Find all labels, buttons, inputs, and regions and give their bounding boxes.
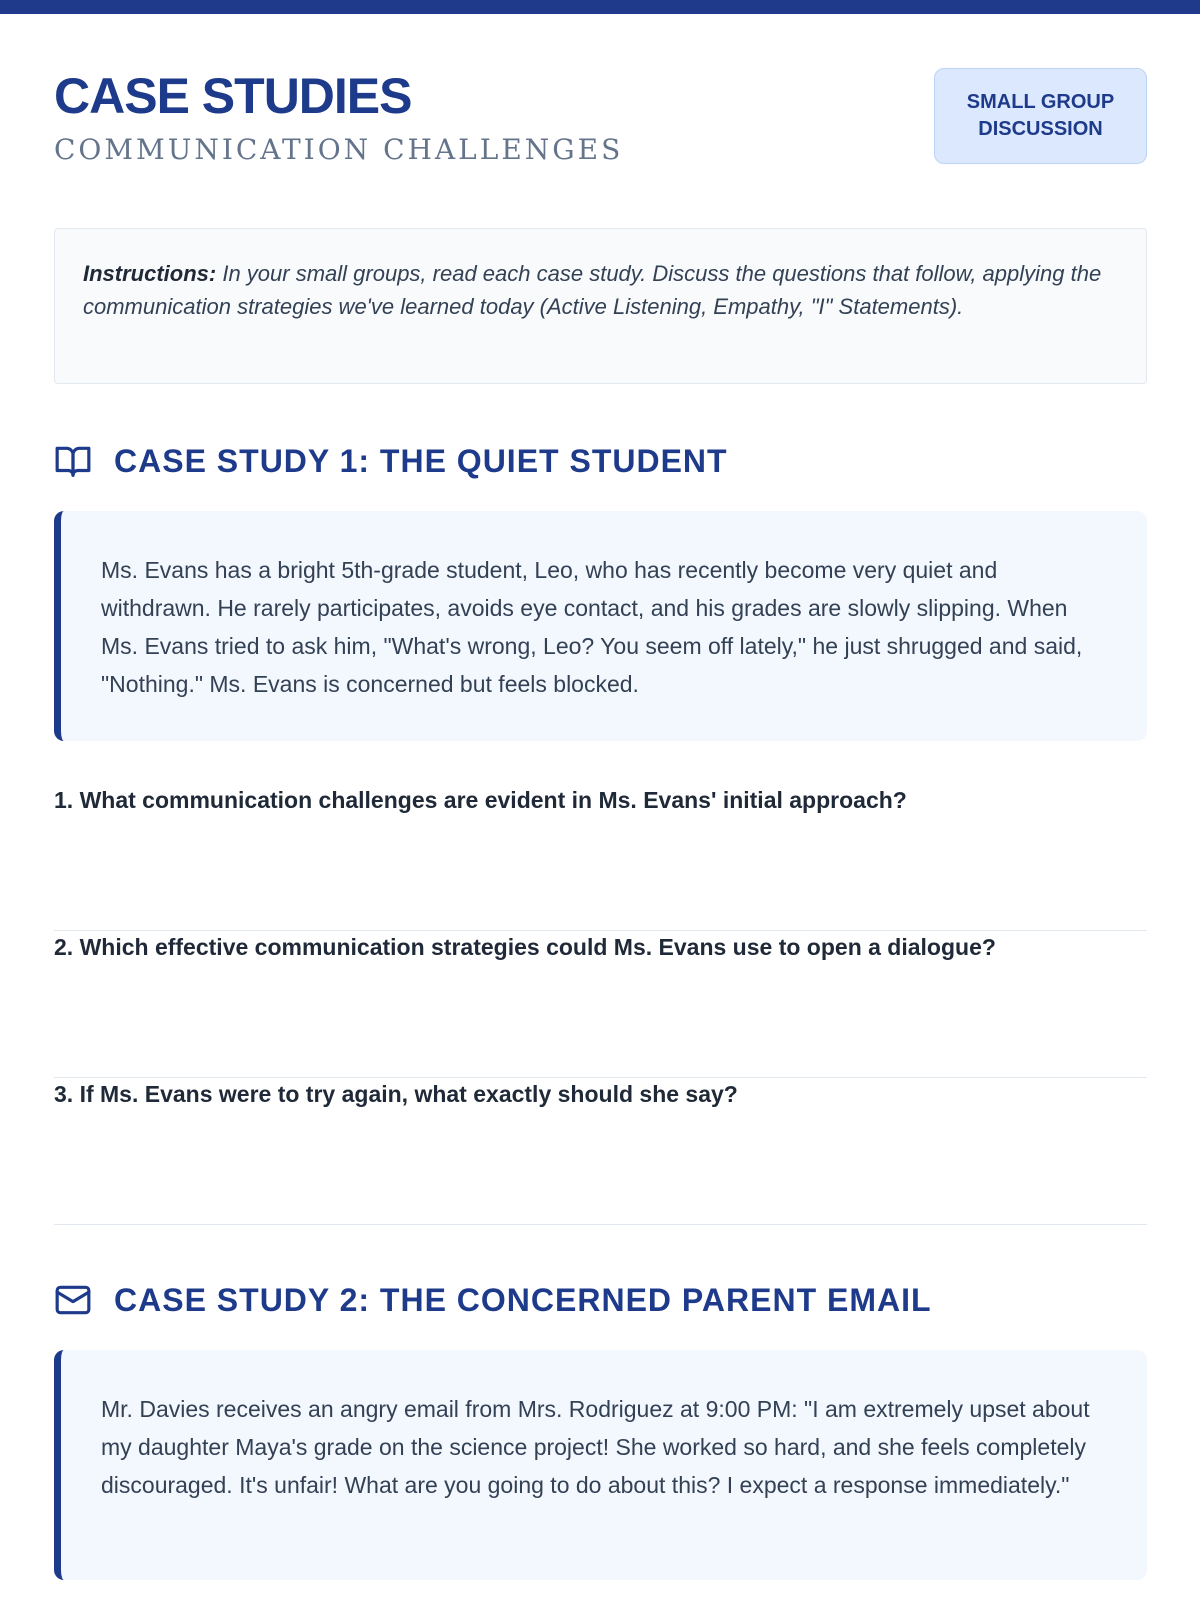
case-study-2-heading <box>54 1278 932 1322</box>
page-header <box>54 66 1147 176</box>
instructions-text: In your small groups, read each case study. Discuss the questions that follow, applying the communication strategies we've learned today (Active Listening, Empathy, "I" Statements). <box>83 261 1102 319</box>
case-study-1-title: CASE STUDY 1: THE QUIET STUDENT <box>114 442 728 479</box>
page-subtitle: COMMUNICATION CHALLENGES <box>54 133 624 166</box>
case-study-1-scenario: Ms. Evans has a bright 5th-grade student, Leo, who has recently become very quiet and withdrawn. He rarely participates, avoids eye contact, and his grades are slowly slipping. When Ms. Evans tried to ask him, "What's wrong, Leo? You seem off lately," he just shrugged and said, "Nothing." Ms. Evans is concerned but feels blocked. <box>54 511 1147 741</box>
question-2-text: 2. Which effective communication strategies could Ms. Evans use to open a dialogue? <box>54 934 996 960</box>
book-open-icon <box>54 442 92 480</box>
instructions-label: Instructions: <box>83 261 217 286</box>
page-title: CASE STUDIES <box>54 68 412 124</box>
question-2[interactable] <box>54 932 1147 1078</box>
instructions-box <box>54 228 1147 384</box>
discussion-badge: SMALL GROUP DISCUSSION <box>934 68 1147 164</box>
case-study-2-title: CASE STUDY 2: THE CONCERNED PARENT EMAIL <box>114 1281 932 1318</box>
question-1[interactable] <box>54 785 1147 931</box>
question-3-text: 3. If Ms. Evans were to try again, what exactly should she say? <box>54 1081 738 1107</box>
case-study-2-scenario: Mr. Davies receives an angry email from Mrs. Rodriguez at 9:00 PM: "I am extremely upset about my daughter Maya's grade on the science project! She worked so hard, and she feels completely discouraged. It's unfair! What are you going to do about this? I expect a response immediately." <box>54 1350 1147 1580</box>
question-3[interactable] <box>54 1079 1147 1225</box>
question-1-text: 1. What communication challenges are evident in Ms. Evans' initial approach? <box>54 787 907 813</box>
top-accent-bar <box>0 0 1200 14</box>
mail-icon <box>54 1281 92 1319</box>
case-study-1-heading <box>54 439 728 483</box>
